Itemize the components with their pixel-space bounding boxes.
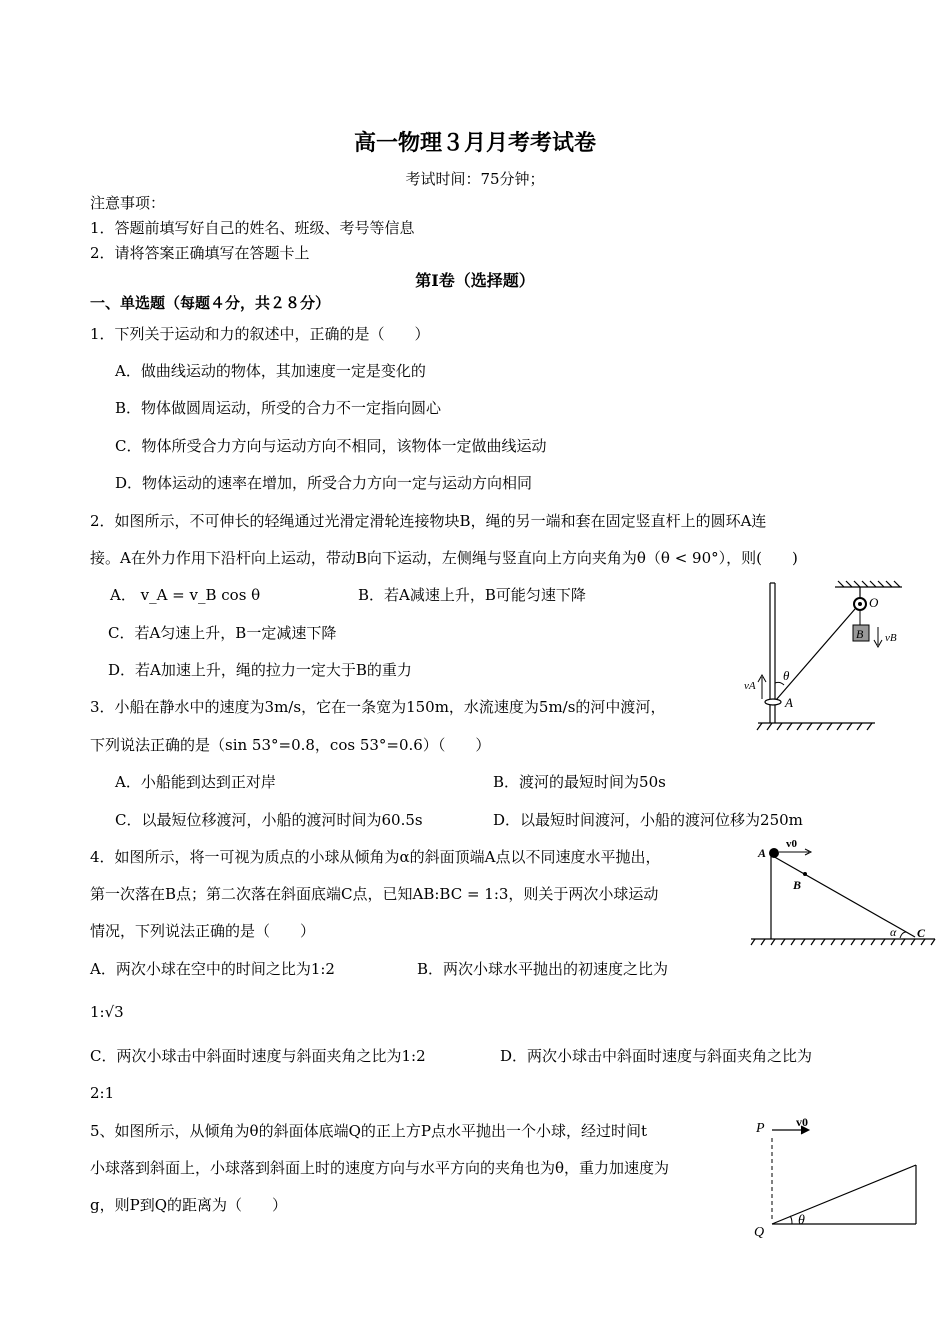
label-theta: θ	[798, 1213, 805, 1228]
q4-option-b: B．两次小球水平抛出的初速度之比为	[417, 960, 669, 978]
notice-item: 2．请将答案正确填写在答题卡上	[90, 244, 310, 262]
angle-arc	[790, 1216, 792, 1224]
q4-option-b-cont: 1:√3	[90, 1003, 124, 1021]
label-Q: Q	[754, 1225, 765, 1240]
q4-option-a: A．两次小球在空中的时间之比为1:2	[90, 960, 335, 978]
q3-stem: 下列说法正确的是（sin 53°=0.8，cos 53°=0.6）（ ）	[90, 736, 491, 754]
ring-A	[765, 699, 781, 705]
label-P: P	[756, 1121, 765, 1136]
label-B: B	[793, 878, 802, 892]
rope-left	[776, 609, 855, 700]
slope-surface	[772, 1165, 916, 1224]
label-theta: θ	[783, 668, 790, 683]
q2-option-b: B．若A减速上升，B可能匀速下降	[358, 586, 586, 604]
label-vB: vB	[885, 632, 897, 644]
label-B: B	[856, 627, 864, 641]
label-v0: v0	[796, 1115, 808, 1129]
label-vA: vA	[744, 680, 756, 692]
q3-stem: 3．小船在静水中的速度为3m/s，它在一条宽为150m，水流速度为5m/s的河中渡河，	[90, 698, 666, 716]
ball	[769, 848, 779, 858]
notice-heading: 注意事项：	[90, 194, 166, 212]
q3-option-b: B．渡河的最短时间为50s	[493, 773, 666, 791]
q2-option-a: A． v_A = v_B cos θ	[110, 586, 261, 604]
q1-option: A．做曲线运动的物体，其加速度一定是变化的	[115, 362, 426, 380]
part-title: 一、单选题（每题４分，共２８分）	[90, 294, 331, 312]
q5-stem: 小球落到斜面上，小球落到斜面上时的速度方向与水平方向的夹角也为θ，重力加速度为	[90, 1159, 670, 1177]
q5-stem: 5、如图所示，从倾角为θ的斜面体底端Q的正上方P点水平抛出一个小球，经过时间t	[90, 1122, 647, 1140]
q4-stem: 4．如图所示，将一可视为质点的小球从倾角为α的斜面顶端A点以不同速度水平抛出，	[90, 848, 661, 866]
q1-option: B．物体做圆周运动，所受的合力不一定指向圆心	[115, 399, 442, 417]
q4-option-d-cont: 2:1	[90, 1084, 115, 1102]
q1-stem: 1．下列关于运动和力的叙述中，正确的是（ ）	[90, 325, 430, 343]
q4-stem: 第一次落在B点；第二次落在斜面底端C点，已知AB:BC = 1:3，则关于两次小球运动	[90, 885, 659, 903]
label-alpha: α	[890, 925, 897, 939]
exam-time: 考试时间：75分钟；	[405, 170, 545, 188]
q1-option: C．物体所受合力方向与运动方向不相同，该物体一定做曲线运动	[115, 437, 547, 455]
label-A: A	[758, 846, 767, 860]
ground	[757, 723, 875, 730]
q2-option-d: D．若A加速上升，绳的拉力一定大于B的重力	[108, 661, 412, 679]
section-title: 第Ⅰ卷（选择题）	[415, 271, 535, 290]
q4-figure	[745, 835, 940, 950]
q2-figure	[740, 575, 915, 735]
angle-arc	[900, 932, 906, 938]
q2-option-c: C．若A匀速上升，B一定减速下降	[108, 624, 337, 642]
page-title: 高一物理３月月考考试卷	[353, 130, 596, 156]
q2-stem: 接。A在外力作用下沿杆向上运动，带动B向下运动，左侧绳与竖直向上方向夹角为θ（θ < 90°），则( )	[90, 549, 798, 567]
q2-stem: 2．如图所示，不可伸长的轻绳通过光滑定滑轮连接物块B，绳的另一端和套在固定竖直杆上的圆环A连	[90, 512, 767, 530]
q3-option-a: A．小船能到达到正对岸	[115, 773, 276, 791]
q5-stem: g，则P到Q的距离为（ ）	[90, 1196, 287, 1214]
q4-stem: 情况，下列说法正确的是（ ）	[90, 922, 316, 940]
label-O: O	[869, 595, 879, 610]
q4-option-c: C．两次小球击中斜面时速度与斜面夹角之比为1:2	[90, 1047, 426, 1065]
label-v0: v0	[786, 838, 797, 850]
pulley-axle	[858, 602, 862, 606]
point-B	[803, 872, 807, 876]
notice-item: 1．答题前填写好自己的姓名、班级、考号等信息	[90, 219, 415, 237]
q5-figure	[748, 1112, 928, 1242]
label-C: C	[917, 926, 926, 940]
ceiling	[835, 581, 902, 587]
q3-option-d: D．以最短时间渡河，小船的渡河位移为250m	[493, 811, 803, 829]
q4-option-d: D．两次小球击中斜面时速度与斜面夹角之比为	[500, 1047, 813, 1065]
q1-option: D．物体运动的速率在增加，所受合力方向一定与运动方向相同	[115, 474, 533, 492]
q3-option-c: C．以最短位移渡河，小船的渡河时间为60.5s	[115, 811, 423, 829]
ground	[751, 939, 935, 945]
label-A: A	[785, 695, 793, 710]
